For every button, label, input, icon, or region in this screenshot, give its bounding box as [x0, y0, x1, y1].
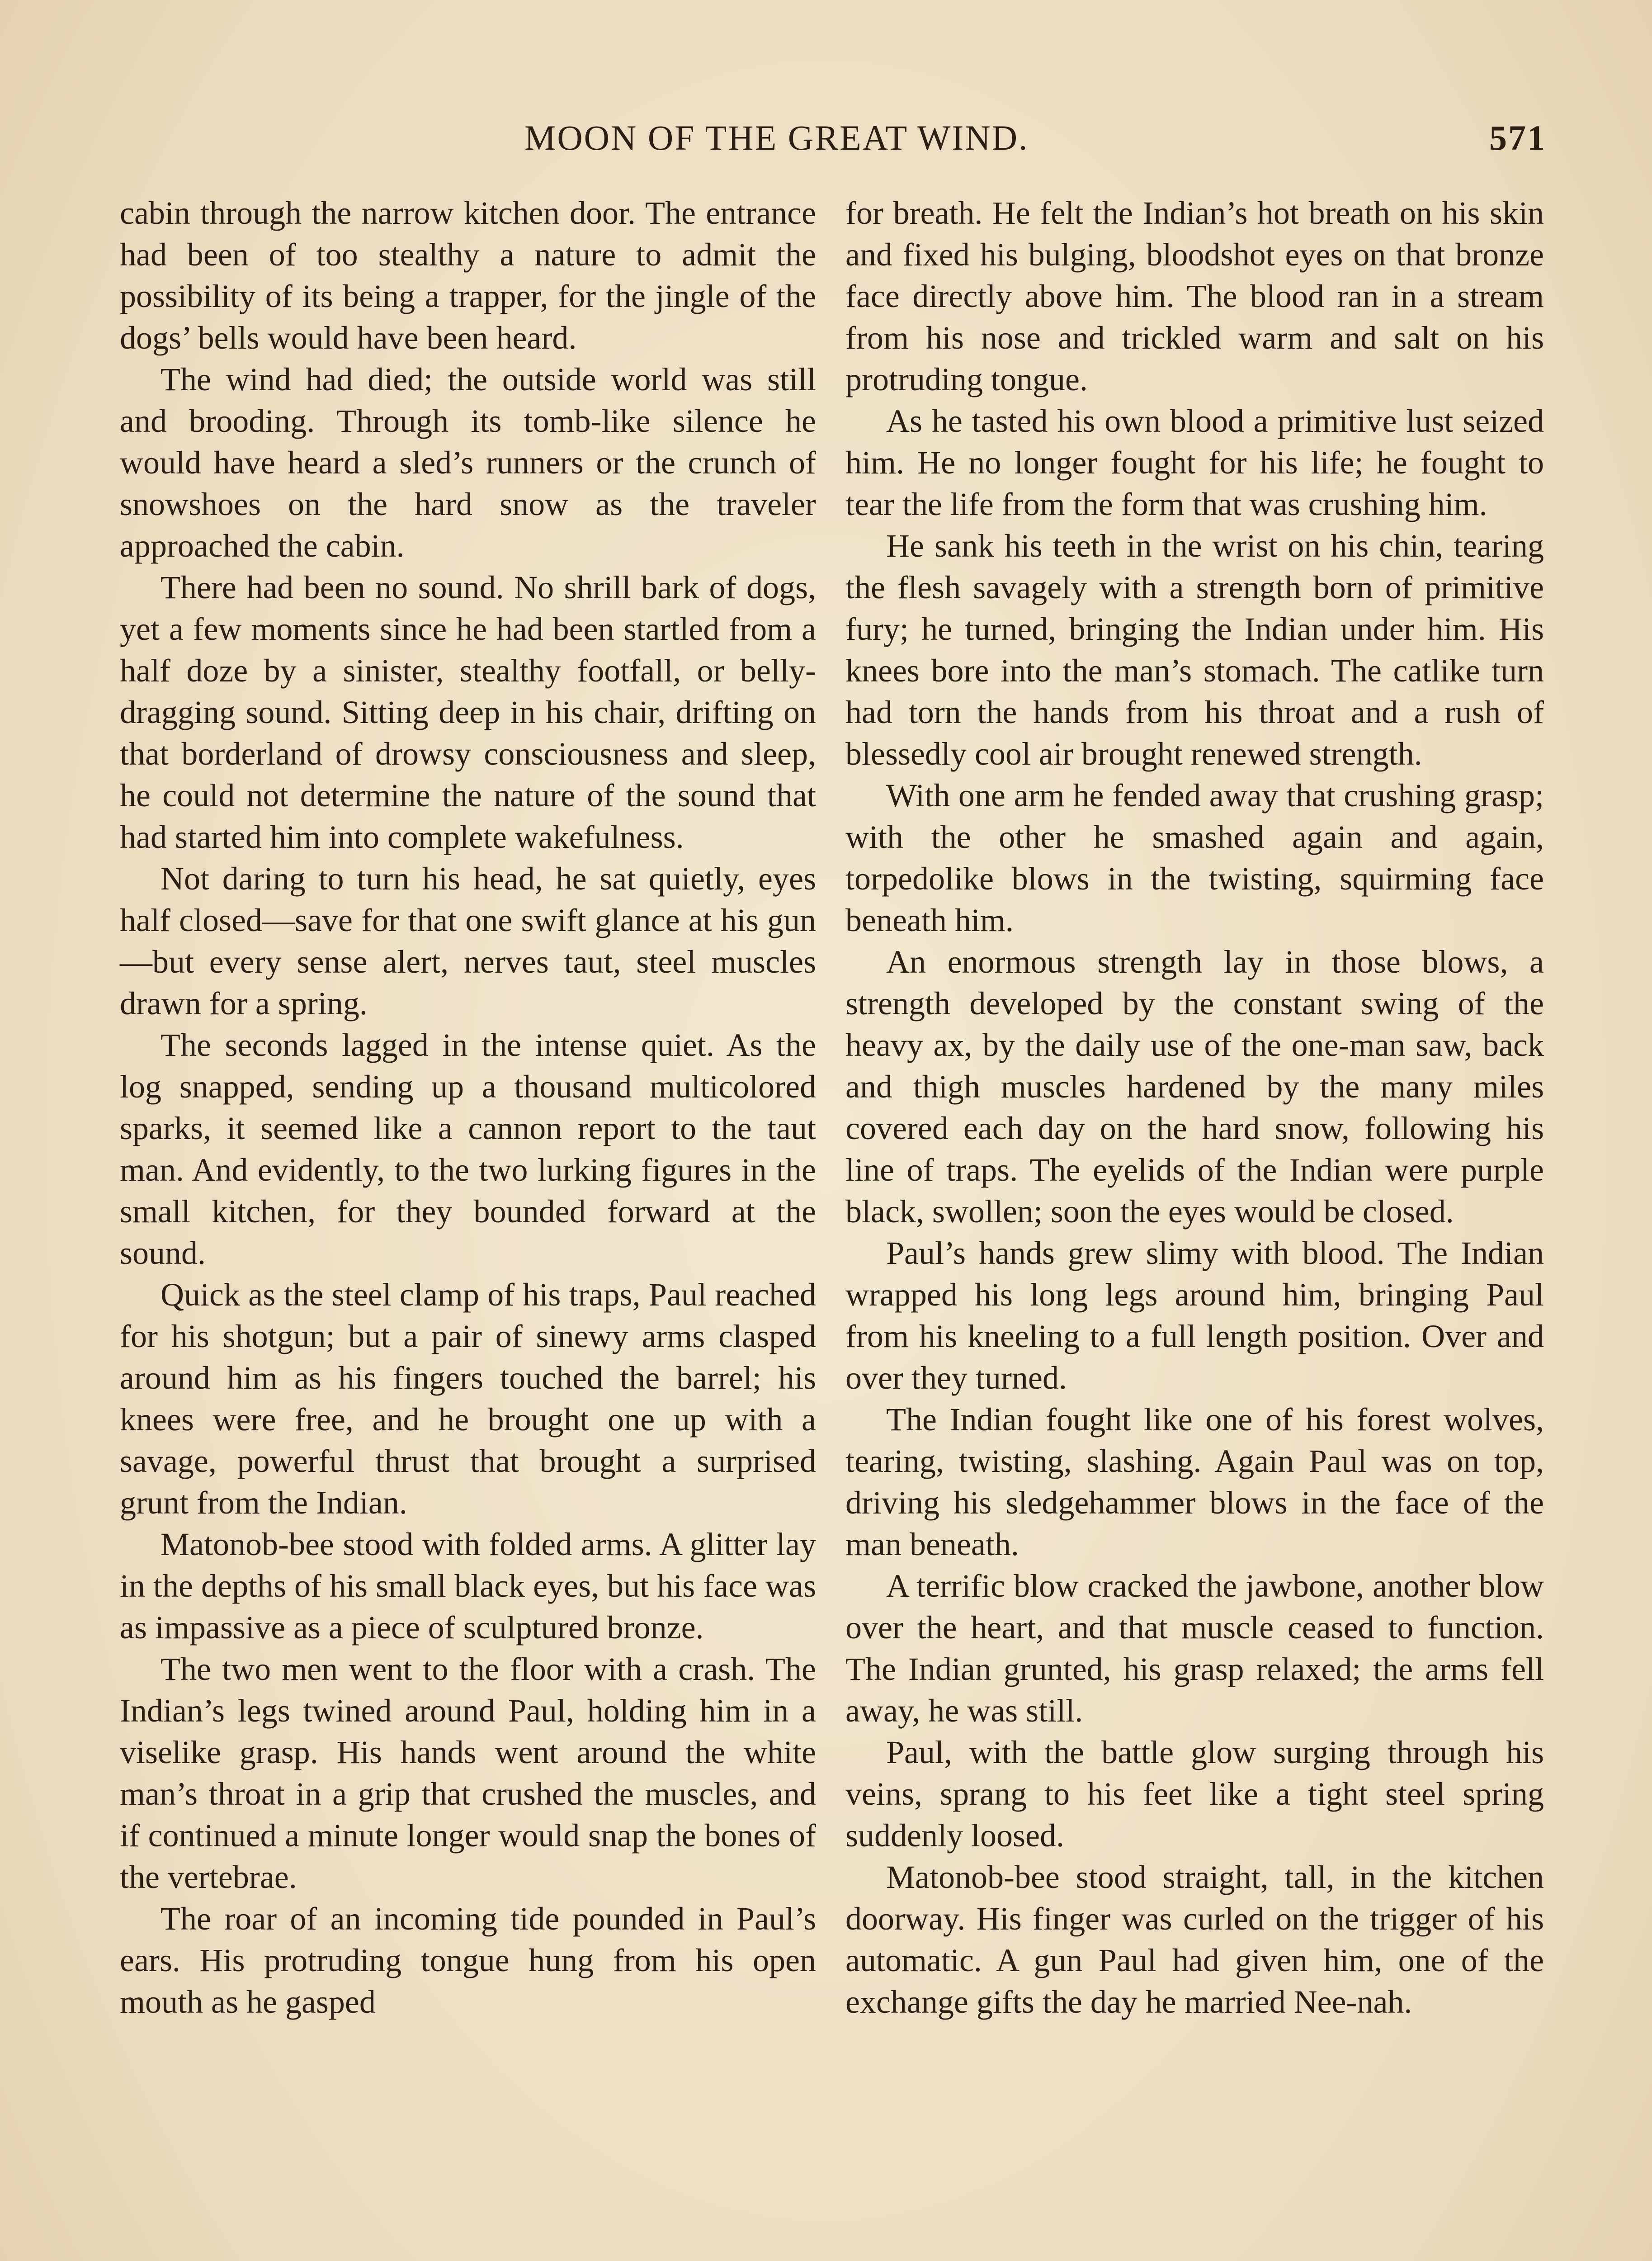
paragraph: The roar of an incoming tide pounded in Paul’s ears. His protruding tongue hung from his open mouth as he gasped: [120, 1901, 816, 2020]
paragraph: There had been no sound. No shrill bark of dogs, yet a few moments since he had been startled from a half doze by a sinister, stealthy footfall, or belly-dragging sound. Sitting deep in his chair, drifting on that borderland of drowsy consciousness and sleep, he could not determine the nature of the sound that had started him into complete wakefulness.: [120, 569, 816, 855]
paragraph: The Indian fought like one of his forest wolves, tearing, twisting, slashing. Again Paul was on top, driving his sledgehammer blows in the face of the man beneath.: [845, 1401, 1544, 1562]
paragraph: Matonob-bee stood with folded arms. A glitter lay in the depths of his small black eyes, but his face was as impassive as a piece of sculptured bronze.: [120, 1526, 816, 1646]
paragraph: for breath. He felt the Indian’s hot breath on his skin and fixed his bulging, bloodshot eyes on that bronze face directly above him. The blood ran in a stream from his nose and trickled warm and salt on his protruding tongue.: [845, 195, 1544, 397]
paragraph: Matonob-bee stood straight, tall, in the kitchen doorway. His finger was curled on the trigger of his automatic. A gun Paul had given him, one of the exchange gifts the day he married Nee-nah.: [845, 1859, 1544, 2020]
paragraph: The wind had died; the outside world was still and brooding. Through its tomb-like silence he would have heard a sled’s runners or the crunch of snowshoes on the hard snow as the traveler approached the cabin.: [120, 361, 816, 564]
paragraph: Paul, with the battle glow surging through his veins, sprang to his feet like a tight steel spring suddenly loosed.: [845, 1734, 1544, 1854]
paragraph: As he tasted his own blood a primitive lust seized him. He no longer fought for his life; he fought to tear the life from the form that was crushing him.: [845, 403, 1544, 522]
left-column: [120, 192, 816, 2023]
paragraph: He sank his teeth in the wrist on his chin, tearing the flesh savagely with a strength born of primitive fury; he turned, bringing the Indian under him. His knees bore into the man’s stomach. The catlike turn had torn the hands from his throat and a rush of blessedly cool air brought renewed strength.: [845, 528, 1544, 772]
paragraph: Quick as the steel clamp of his traps, Paul reached for his shotgun; but a pair of sinewy arms clasped around him as his fingers touched the barrel; his knees were free, and he brought one up with a savage, powerful thrust that brought a surprised grunt from the Indian.: [120, 1277, 816, 1521]
paragraph: Paul’s hands grew slimy with blood. The Indian wrapped his long legs around him, bringing Paul from his kneeling to a full length position. Over and over they turned.: [845, 1235, 1544, 1396]
paragraph: An enormous strength lay in those blows, a strength developed by the constant swing of the heavy ax, by the daily use of the one-man saw, back and thigh muscles hardened by the many miles covered each day on the hard snow, following his line of traps. The eyelids of the Indian were purple black, swollen; soon the eyes would be closed.: [845, 944, 1544, 1230]
right-column: [845, 192, 1544, 2023]
paragraph: cabin through the narrow kitchen door. The entrance had been of too stealthy a nature to admit the possibility of its being a trapper, for the jingle of the dogs’ bells would have been heard.: [120, 195, 816, 356]
paragraph: A terrific blow cracked the jawbone, another blow over the heart, and that muscle ceased to function. The Indian grunted, his grasp relaxed; the arms fell away, he was still.: [845, 1568, 1544, 1729]
page-header: [524, 111, 1546, 165]
paragraph: With one arm he fended away that crushing grasp; with the other he smashed again and again, torpedolike blows in the twisting, squirming face beneath him.: [845, 777, 1544, 938]
paragraph: The two men went to the floor with a crash. The Indian’s legs twined around Paul, holding him in a viselike grasp. His hands went around the white man’s throat in a grip that crushed the muscles, and if continued a minute longer would snap the bones of the vertebrae.: [120, 1651, 816, 1895]
paragraph: Not daring to turn his head, he sat quietly, eyes half closed—save for that one swift glance at his gun—but every sense alert, nerves taut, steel muscles drawn for a spring.: [120, 861, 816, 1022]
paragraph: The seconds lagged in the intense quiet. As the log snapped, sending up a thousand multicolored sparks, it seemed like a cannon report to the taut man. And evidently, to the two lurking figures in the small kitchen, for they bounded forward at the sound.: [120, 1027, 816, 1271]
page-number: 571: [1489, 118, 1546, 157]
running-title: MOON OF THE GREAT WIND.: [524, 118, 1029, 157]
